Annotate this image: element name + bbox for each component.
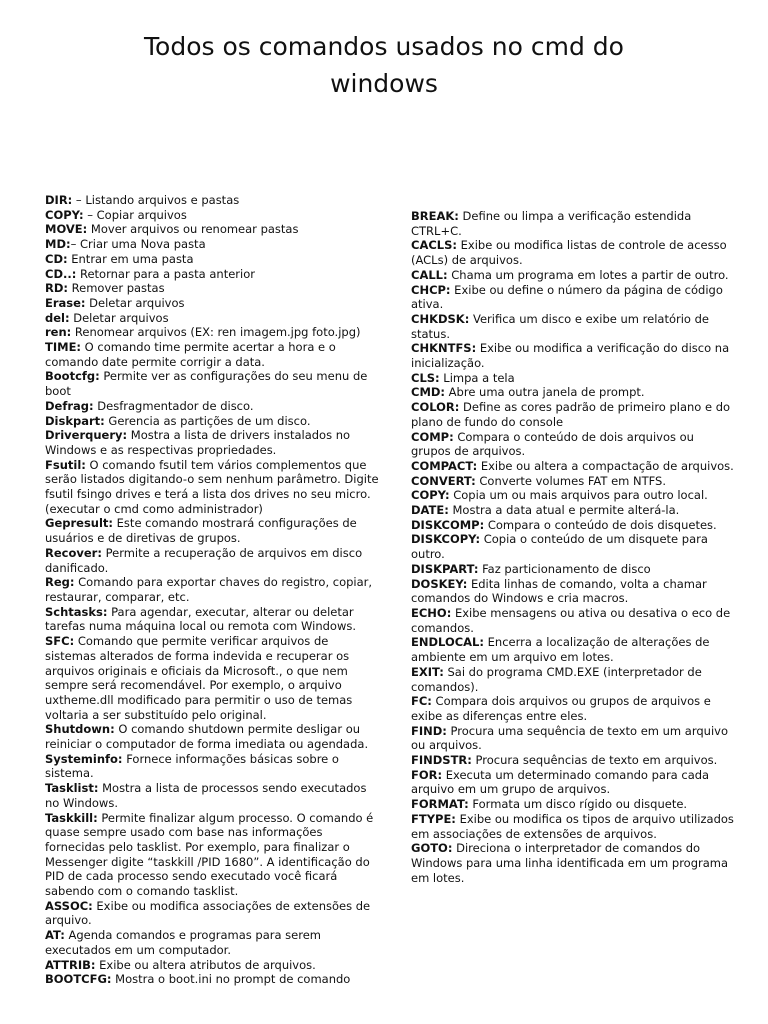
command-entry — [45, 428, 380, 457]
command-name: SFC: — [45, 634, 75, 649]
command-name: Tasklist: — [45, 781, 99, 796]
command-name: DISKCOPY: — [411, 532, 481, 547]
command-name: CD..: — [45, 266, 77, 281]
command-description: Permite finalizar algum processo. O comando é quase sempre usado com base nas informações fornecidas pelo tasklist. Por exemplo, para finalizar o Messenger digite “taskkill /PID 1680”. A identificação do PID de cada processo sendo executado você ficará sabendo com o comando tasklist. — [45, 810, 374, 899]
command-description: Verifica um disco e exibe um relatório de status. — [411, 311, 709, 341]
command-entry — [45, 399, 380, 414]
command-name: DISKCOMP: — [411, 517, 485, 532]
command-description: Mostra a data atual e permite alterá-la. — [448, 503, 680, 518]
command-entry — [411, 635, 736, 664]
command-entry — [45, 634, 380, 722]
command-name: CHKNTFS: — [411, 341, 477, 356]
command-entry — [45, 781, 380, 810]
command-name: FC: — [411, 694, 432, 709]
command-description: Sai do programa CMD.EXE (interpretador de comandos). — [411, 664, 702, 694]
command-description: Mostra a lista de drivers instalados no Windows e as respectivas propriedades. — [45, 428, 351, 457]
command-description: – Listando arquivos e pastas — [72, 193, 240, 207]
command-description: Exibe ou modifica a verificação do disco na inicialização. — [411, 341, 730, 371]
command-entry — [45, 267, 380, 282]
left-column — [45, 193, 380, 987]
command-entry — [411, 606, 736, 635]
command-name: del: — [45, 310, 70, 325]
command-entry — [411, 268, 736, 283]
command-entry — [411, 312, 736, 341]
command-description: Fornece informações básicas sobre o sistema. — [45, 751, 339, 781]
command-description: Exibe ou altera a compactação de arquivos. — [477, 458, 734, 473]
command-description: Retornar para a pasta anterior — [76, 266, 255, 281]
command-name: BREAK: — [411, 209, 459, 223]
command-description: – Criar uma Nova pasta — [70, 237, 206, 252]
command-description: Formata um disco rígido ou disquete. — [468, 797, 688, 812]
command-entry — [411, 385, 736, 400]
command-name: CLS: — [411, 370, 440, 385]
command-name: ATTRIB: — [45, 957, 96, 972]
command-description: Permite ver as configurações do seu menu de boot — [45, 369, 368, 399]
command-description: Encerra a localização de alterações de ambiente em um arquivo em lotes. — [411, 635, 710, 665]
command-description: O comando shutdown permite desligar ou reiniciar o computador de forma imediata ou agendada. — [45, 722, 369, 752]
command-name: CACLS: — [411, 238, 457, 253]
command-name: GOTO: — [411, 841, 453, 856]
command-description: Renomear arquivos (EX: ren imagem.jpg foto.jpg) — [71, 325, 361, 340]
command-entry — [411, 797, 736, 812]
command-name: ASSOC: — [45, 898, 93, 913]
command-description: Mostra o boot.ini no prompt de comando — [111, 972, 351, 987]
command-entry — [411, 341, 736, 370]
command-description: Define ou limpa a verificação estendida CTRL+C. — [411, 209, 692, 238]
command-name: COMPACT: — [411, 458, 478, 473]
command-name: DISKPART: — [411, 561, 479, 576]
command-description: O comando time permite acertar a hora e o comando date permite corrigir a data. — [45, 340, 336, 369]
command-entry — [45, 811, 380, 899]
command-entry — [411, 768, 736, 797]
command-name: Gepresult: — [45, 516, 114, 531]
command-entry — [411, 562, 736, 577]
command-entry — [45, 252, 380, 267]
command-name: BOOTCFG: — [45, 972, 112, 987]
command-name: RD: — [45, 281, 68, 296]
command-entry — [411, 371, 736, 386]
command-name: FTYPE: — [411, 811, 456, 826]
command-description: Faz particionamento de disco — [478, 561, 651, 576]
command-name: CALL: — [411, 267, 448, 282]
command-entry — [411, 238, 736, 267]
command-entry — [411, 474, 736, 489]
command-description: Exibe ou modifica listas de controle de acesso (ACLs) de arquivos. — [411, 238, 727, 268]
command-description: Deletar arquivos — [69, 310, 169, 325]
command-description: – Copiar arquivos — [83, 207, 187, 222]
command-name: CD: — [45, 251, 68, 266]
command-name: FINDSTR: — [411, 753, 472, 768]
command-entry — [411, 724, 736, 753]
command-entry — [45, 899, 380, 928]
command-name: DATE: — [411, 503, 449, 518]
command-name: COPY: — [411, 488, 450, 503]
command-name: ENDLOCAL: — [411, 635, 484, 650]
command-name: MOVE: — [45, 222, 88, 237]
command-description: Para agendar, executar, alterar ou deletar tarefas numa máquina local ou remota com Windows. — [45, 604, 356, 634]
command-description: Exibe ou define o número da página de código ativa. — [411, 282, 723, 312]
command-name: Shutdown: — [45, 722, 115, 737]
command-description: Compara o conteúdo de dois disquetes. — [484, 517, 717, 532]
command-description: Comando que permite verificar arquivos de sistemas alterados de forma indevida e recuperar os arquivos originais e oficiais da Microsoft., o que nem sempre será recomendável. Por exemplo, o arquivo uxtheme.dll modificado para permitir o uso de temas voltaria a ser substituído pelo original. — [45, 634, 353, 722]
command-description: Gerencia as partições de um disco. — [104, 413, 311, 428]
command-description: Permite a recuperação de arquivos em disco danificado. — [45, 545, 363, 575]
command-description: Desfragmentador de disco. — [93, 398, 254, 413]
command-entry — [45, 193, 380, 208]
command-entry — [45, 222, 380, 237]
command-description: Chama um programa em lotes a partir de outro. — [447, 267, 729, 282]
command-entry — [45, 605, 380, 634]
command-description: Executa um determinado comando para cada arquivo em um grupo de arquivos. — [411, 767, 710, 797]
command-entry — [45, 546, 380, 575]
command-entry — [45, 972, 380, 987]
command-description: Direciona o interpretador de comandos do Windows para uma linha identificada em um programa em lotes. — [411, 841, 729, 885]
command-entry — [411, 753, 736, 768]
command-entry — [45, 325, 380, 340]
command-entry — [411, 532, 736, 561]
command-name: COLOR: — [411, 400, 460, 415]
command-entry — [45, 414, 380, 429]
command-entry — [45, 722, 380, 751]
command-description: Exibe ou modifica os tipos de arquivo utilizados em associações de extensões de arquivos. — [411, 811, 734, 841]
command-description: Define as cores padrão de primeiro plano e do plano de fundo do console — [411, 400, 731, 429]
command-description: Remover pastas — [68, 281, 165, 296]
command-description: Limpa a tela — [439, 370, 515, 385]
command-name: Systeminfo: — [45, 751, 123, 766]
command-entry — [45, 928, 380, 957]
command-description: Procura sequências de texto em arquivos. — [471, 753, 718, 768]
command-name: Recover: — [45, 545, 102, 560]
command-description: Exibe mensagens ou ativa ou desativa o eco de comandos. — [411, 605, 731, 635]
command-entry — [411, 812, 736, 841]
command-name: DOSKEY: — [411, 576, 468, 591]
command-entry — [45, 752, 380, 781]
command-description: Exibe ou altera atributos de arquivos. — [95, 957, 316, 972]
command-name: MD: — [45, 237, 71, 252]
command-entry — [45, 311, 380, 326]
command-entry — [411, 577, 736, 606]
command-description: Entrar em uma pasta — [67, 251, 194, 266]
command-entry — [411, 841, 736, 885]
command-description: Comando para exportar chaves do registro, copiar, restaurar, comparar, etc. — [45, 575, 373, 604]
command-description: Compara dois arquivos ou grupos de arquivos e exibe as diferenças entre eles. — [411, 694, 711, 723]
command-entry — [45, 369, 380, 398]
command-name: COPY: — [45, 207, 84, 222]
command-name: Fsutil: — [45, 457, 86, 472]
command-description: Procura uma sequência de texto em um arquivo ou arquivos. — [411, 723, 728, 753]
command-entry — [411, 283, 736, 312]
command-description: Converte volumes FAT em NTFS. — [475, 473, 666, 488]
command-name: FORMAT: — [411, 797, 469, 812]
command-description: Deletar arquivos — [85, 295, 185, 310]
command-name: Diskpart: — [45, 413, 105, 428]
command-entry — [45, 575, 380, 604]
command-entry — [45, 958, 380, 973]
command-description: O comando fsutil tem vários complementos que serão listados digitando-o sem nenhum parâmetro. Digite fsutil fsingo drives e terá a lista dos drives no seu micro.(executar o cmd como administrador) — [45, 457, 379, 516]
command-name: ECHO: — [411, 605, 452, 620]
command-name: DIR: — [45, 193, 73, 207]
command-name: Driverquery: — [45, 428, 128, 443]
command-entry — [411, 459, 736, 474]
command-entry — [411, 488, 736, 503]
command-entry — [411, 430, 736, 459]
command-name: FIND: — [411, 723, 447, 738]
command-description: Copia o conteúdo de um disquete para outro. — [411, 532, 708, 562]
command-name: Erase: — [45, 295, 86, 310]
command-name: FOR: — [411, 767, 443, 782]
command-name: Defrag: — [45, 398, 94, 413]
document-title: Todos os comandos usados no cmd do windows — [144, 32, 624, 98]
right-column — [411, 209, 736, 885]
command-description: Mostra a lista de processos sendo executados no Windows. — [45, 781, 367, 810]
command-name: ren: — [45, 325, 72, 340]
command-entry — [45, 458, 380, 517]
command-description: Abre uma outra janela de prompt. — [445, 385, 645, 400]
command-name: EXIT: — [411, 664, 444, 679]
command-name: TIME: — [45, 340, 82, 355]
command-description: Edita linhas de comando, volta a chamar comandos do Windows e cria macros. — [411, 576, 707, 606]
command-description: Este comando mostrará configurações de usuários e de diretivas de grupos. — [45, 516, 357, 546]
command-entry — [411, 665, 736, 694]
command-entry — [45, 237, 380, 252]
command-entry — [411, 209, 736, 238]
command-entry — [411, 518, 736, 533]
command-description: Exibe ou modifica associações de extensões de arquivo. — [45, 898, 371, 928]
command-description: Compara o conteúdo de dois arquivos ou grupos de arquivos. — [411, 429, 694, 459]
command-description: Copia um ou mais arquivos para outro local. — [449, 488, 708, 503]
command-description: Mover arquivos ou renomear pastas — [87, 222, 299, 237]
command-name: CONVERT: — [411, 473, 476, 488]
command-entry — [411, 400, 736, 429]
command-entry — [45, 516, 380, 545]
command-name: CMD: — [411, 385, 446, 400]
command-name: COMP: — [411, 429, 454, 444]
command-name: Bootcfg: — [45, 369, 100, 384]
command-name: Reg: — [45, 575, 75, 590]
command-entry — [411, 503, 736, 518]
command-name: Taskkill: — [45, 810, 98, 825]
command-name: Schtasks: — [45, 604, 108, 619]
command-name: AT: — [45, 928, 65, 943]
command-description: Agenda comandos e programas para serem executados em um computador. — [45, 928, 322, 957]
command-entry — [45, 208, 380, 223]
command-entry — [45, 340, 380, 369]
command-entry — [411, 694, 736, 723]
command-entry — [45, 281, 380, 296]
command-entry — [45, 296, 380, 311]
command-name: CHKDSK: — [411, 311, 470, 326]
command-name: CHCP: — [411, 282, 451, 297]
